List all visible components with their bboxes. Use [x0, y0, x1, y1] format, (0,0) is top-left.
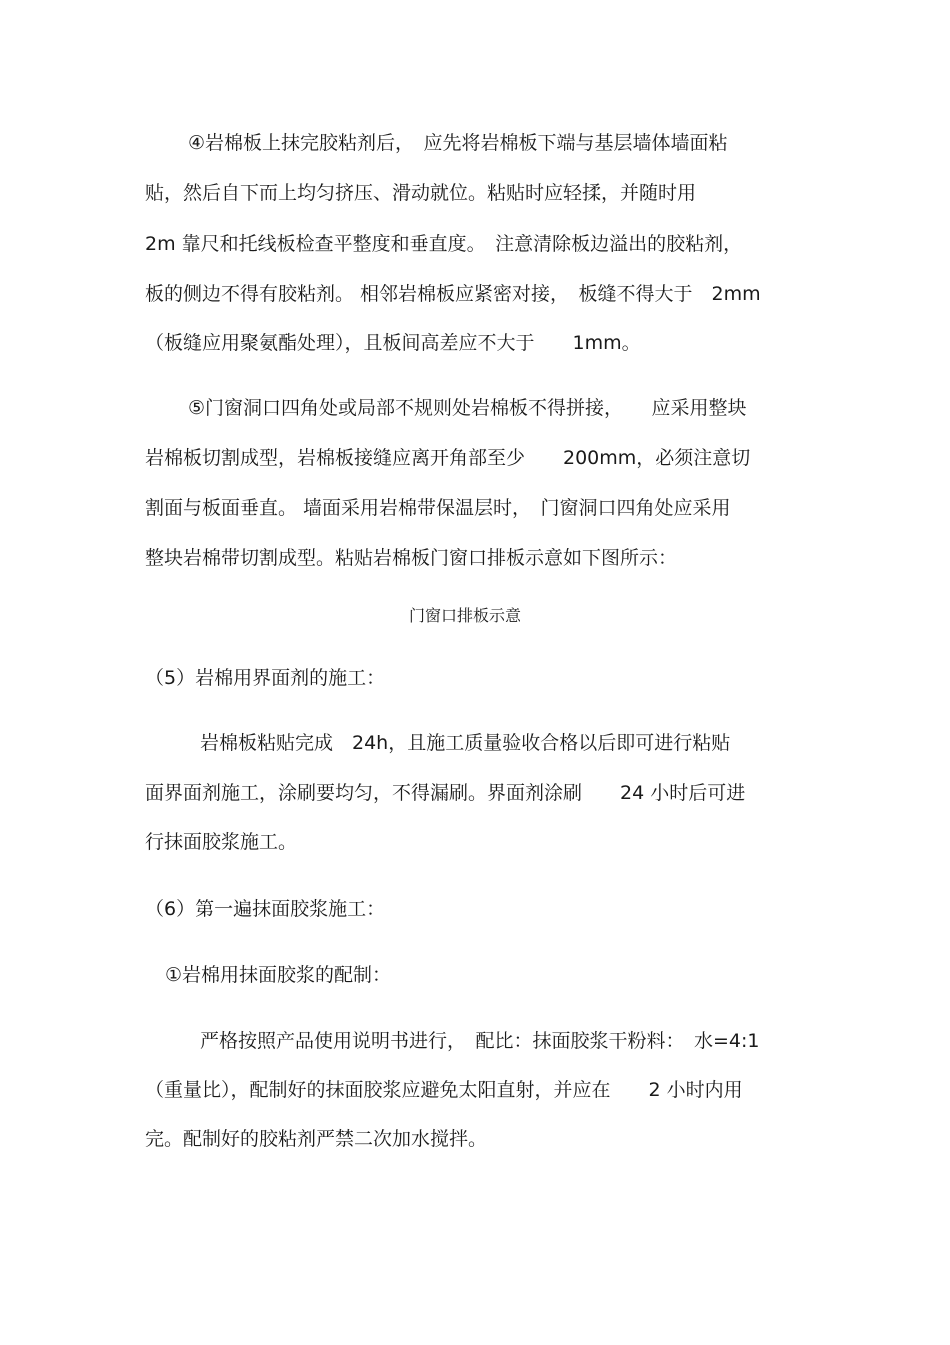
figure-caption: 门窗口排板示意 [409, 606, 522, 625]
paragraph-4-line: 2m 靠尺和托线板检查平整度和垂直度。 注意清除板边溢出的胶粘剂， [145, 233, 743, 255]
paragraph-4-line: 板的侧边不得有胶粘剂。 相邻岩棉板应紧密对接， 板缝不得大于 2mm [145, 283, 761, 305]
paragraph-interface-line: 面界面剂施工，涂刷要均匀，不得漏刷。界面剂涂刷 24 小时后可进 [145, 782, 746, 804]
paragraph-5-line: 割面与板面垂直。 墙面采用岩棉带保温层时， 门窗洞口四角处应采用 [145, 497, 731, 519]
paragraph-4-line: ④岩棉板上抹完胶粘剂后， 应先将岩棉板下端与基层墙体墙面粘 [188, 132, 728, 154]
paragraph-5-line: ⑤门窗洞口四角处或局部不规则处岩棉板不得拼接， 应采用整块 [188, 397, 747, 419]
paragraph-mix-line: 严格按照产品使用说明书进行， 配比：抹面胶浆干粉料： 水=4:1 [200, 1030, 760, 1052]
paragraph-5-line: 岩棉板切割成型，岩棉板接缝应离开角部至少 200mm，必须注意切 [145, 447, 751, 469]
paragraph-5-line: 整块岩棉带切割成型。粘贴岩棉板门窗口排板示意如下图所示： [145, 547, 678, 569]
paragraph-interface-line: 行抹面胶浆施工。 [145, 831, 298, 853]
section-heading-6: （6）第一遍抹面胶浆施工： [145, 898, 386, 920]
paragraph-mix-line: 完。配制好的胶粘剂严禁二次加水搅拌。 [145, 1128, 488, 1150]
paragraph-4-line: （板缝应用聚氨酯处理），且板间高差应不大于 1mm。 [145, 332, 641, 354]
paragraph-4-line: 贴，然后自下而上均匀挤压、滑动就位。粘贴时应轻揉，并随时用 [145, 182, 697, 204]
paragraph-interface-line: 岩棉板粘贴完成 24h，且施工质量验收合格以后即可进行粘贴 [200, 732, 731, 754]
paragraph-mix-line: （重量比），配制好的抹面胶浆应避免太阳直射，并应在 2 小时内用 [145, 1079, 743, 1101]
section-heading-5: （5）岩棉用界面剂的施工： [145, 667, 386, 689]
sub-heading-1: ①岩棉用抹面胶浆的配制： [165, 964, 392, 986]
